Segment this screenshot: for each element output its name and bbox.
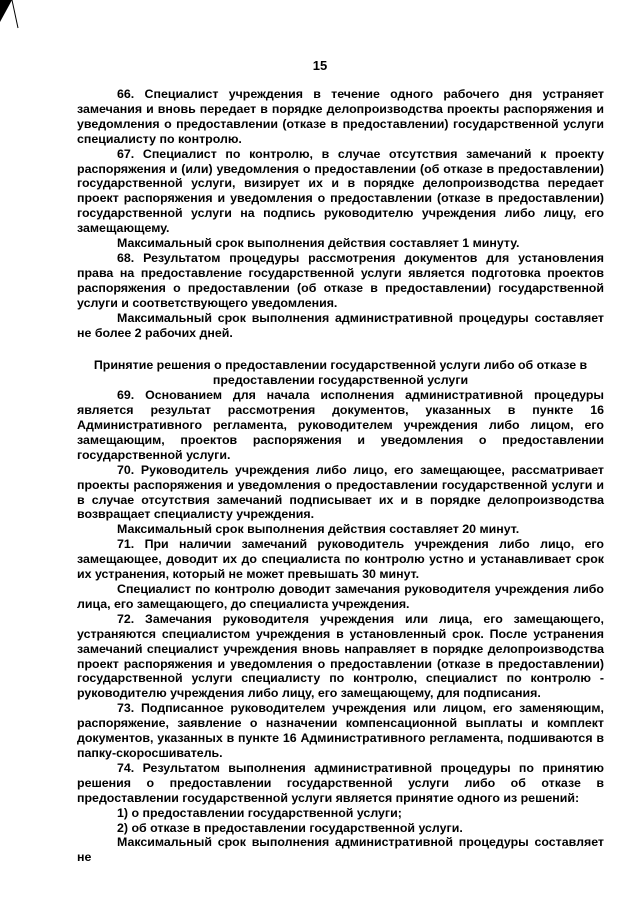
paragraph-72: 72. Замечания руководителя учреждения или лица, его замещающего, устраняются специалистом учреждения в установленный срок. После устранения замечаний специалист учреждения вновь направляет в порядке делопроизводства проект распоряжения и уведомления о предоставлении (отказе в предоставлении) государственной услуги специалисту по контролю, специалист по контролю - руководителю учреждения либо лицу, его замещающему, для подписания. — [77, 611, 604, 701]
paragraph-70: 70. Руководитель учреждения либо лицо, его замещающее, рассматривает проекты распоряжения и уведомления о предоставлении государственной услуги и в случае отсутствия замечаний подписывает их и в порядке делопроизводства возвращает специалисту учреждения. — [77, 462, 604, 522]
paragraph-71: 71. При наличии замечаний руководитель учреждения либо лицо, его замещающее, доводит их до специалиста по контролю устно и устанавливает срок их устранения, который не может превышать 30 минут. — [77, 537, 604, 582]
paragraph-74-option-1: 1) о предоставлении государственной услуги; — [117, 805, 402, 820]
scan-corner-mark — [0, 0, 24, 40]
paragraph-73: 73. Подписанное руководителем учреждения или лицом, его заменяющим, распоряжение, заявление о назначении компенсационной выплаты и комплект документов, указанных в пункте 16 Административного регламента, подшиваются в папку-скоросшиватель. — [77, 701, 604, 760]
paragraph-68: 68. Результатом процедуры рассмотрения документов для установления права на предоставление государственной услуги является подготовка проектов распоряжения о предоставлении (об отказе в предоставлении) государственной услуги и соответствующего уведомления. — [77, 250, 604, 310]
page-number: 15 — [312, 58, 328, 73]
paragraph-70-deadline: Максимальный срок выполнения действия составляет 20 минут. — [117, 522, 520, 537]
section-heading: Принятие решения о предоставлении государственной услуги либо об отказе в предоставлении государственной услуги — [93, 358, 588, 388]
paragraph-66: 66. Специалист учреждения в течение одного рабочего дня устраняет замечания и вновь передает в порядке делопроизводства проекты распоряжения и уведомления о предоставлении (отказе в предоставлении) государственной услуги специалисту по контролю. — [77, 87, 604, 146]
paragraph-68-deadline: Максимальный срок выполнения административной процедуры составляет не более 2 рабочих дней. — [77, 310, 604, 340]
paragraph-69: 69. Основанием для начала исполнения административной процедуры является результат рассмотрения документов, указанных в пункте 16 Административного регламента, руководителем учреждения либо лицом, его замещающим, проектов распоряжения и уведомления о предоставлении государственной услуги. — [77, 388, 604, 462]
paragraph-74-option-2: 2) об отказе в предоставлении государственной услуги. — [117, 820, 463, 835]
paragraph-67: 67. Специалист по контролю, в случае отсутствия замечаний к проекту распоряжения и (или) уведомления о предоставлении (об отказе в предоставлении) государственной услуги, визирует их и в порядке делопроизводства передает проект распоряжения и уведомления о предоставлении (отказе в предоставлении) государственной услуги на подпись руководителю учреждения либо лицу, его замещающему. — [77, 146, 604, 236]
paragraph-74: 74. Результатом выполнения административной процедуры по принятию решения о предоставлении государственной услуги либо об отказе в предоставлении государственной услуги является принятие одного из решений: — [77, 760, 604, 805]
document-body — [77, 87, 604, 865]
paragraph-74-deadline: Максимальный срок выполнения административной процедуры составляет не — [77, 835, 604, 865]
paragraph-71-note: Специалист по контролю доводит замечания руководителя учреждения либо лица, его замещающего, до специалиста учреждения. — [77, 582, 604, 611]
paragraph-67-deadline: Максимальный срок выполнения действия составляет 1 минуту. — [117, 236, 520, 251]
